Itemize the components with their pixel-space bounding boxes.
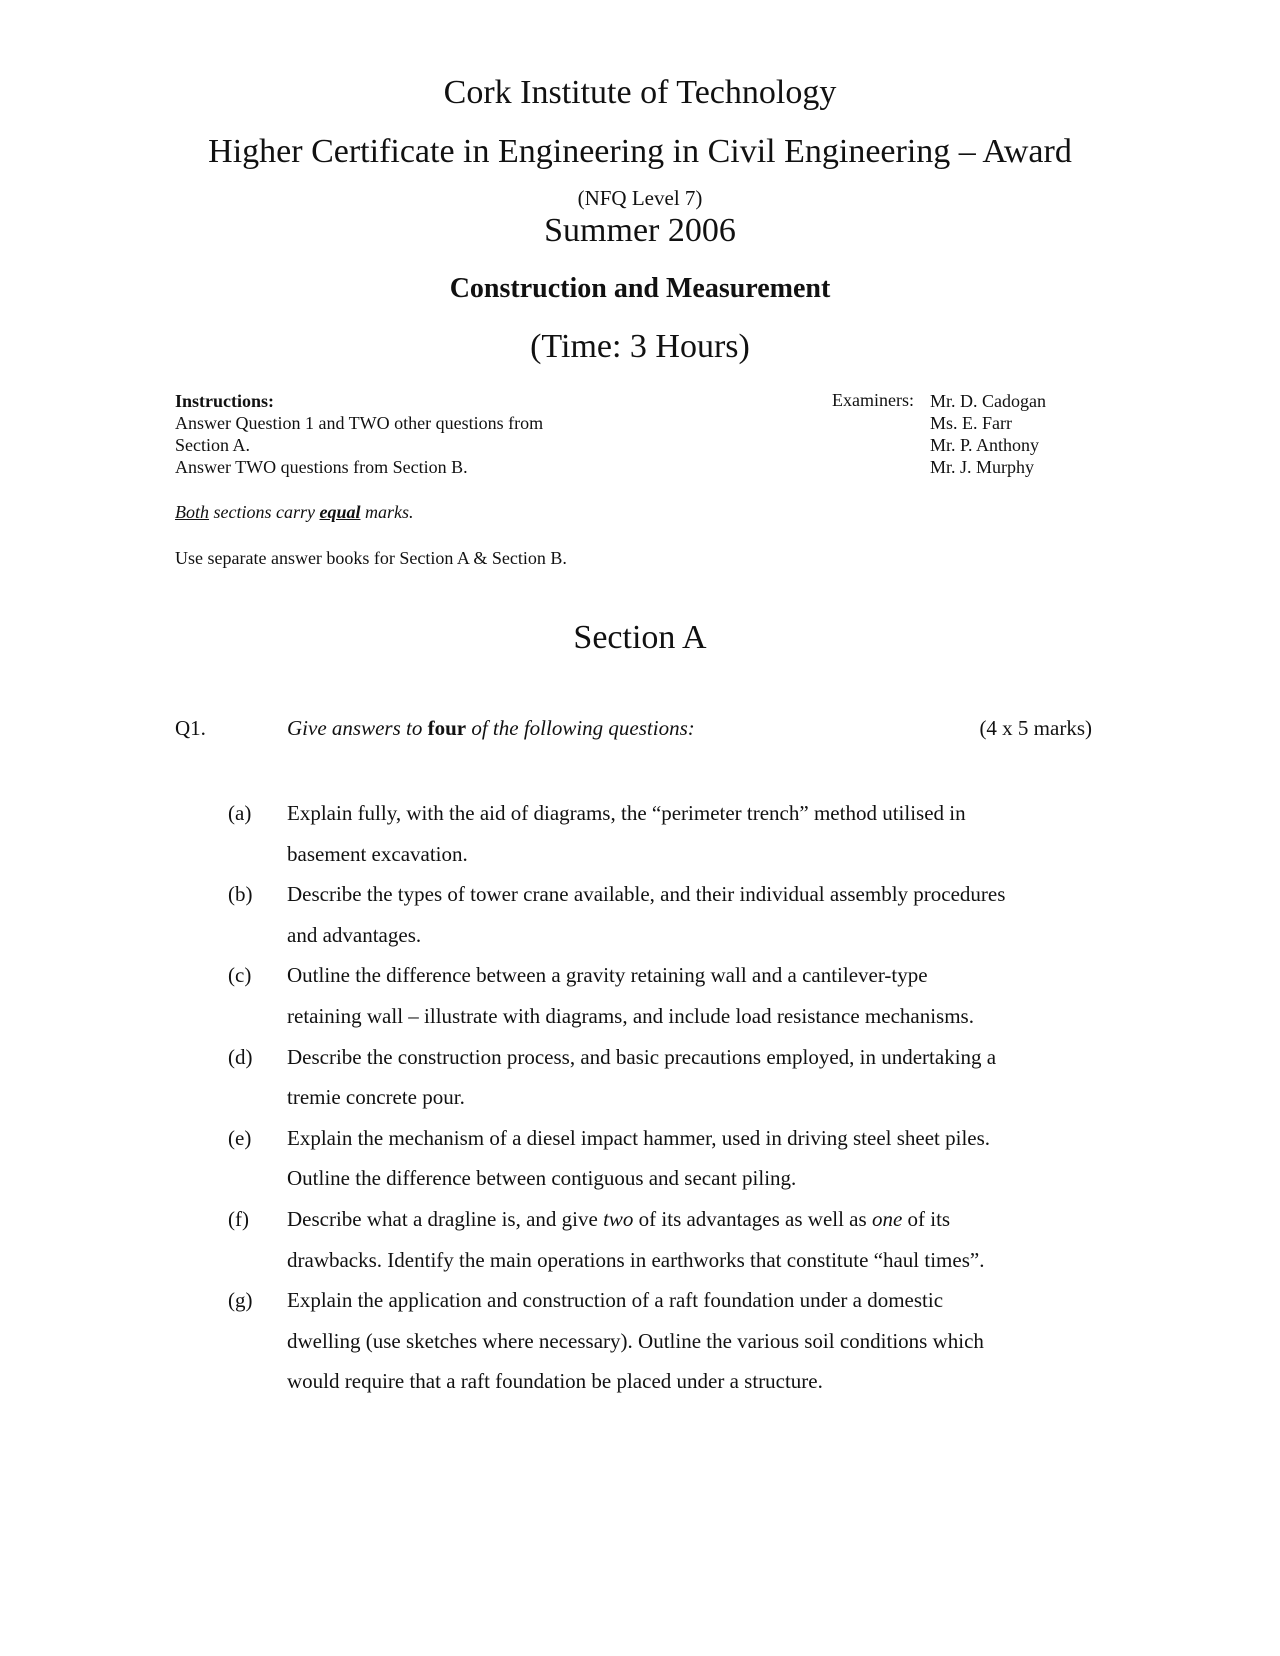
emphasis-one: one [871, 1206, 903, 1231]
examiner-name: Mr. D. Cadogan [930, 391, 1046, 411]
part-line: basement excavation. [287, 841, 468, 866]
part-text [287, 793, 1098, 874]
equal-marks-note [175, 502, 414, 523]
question-part-b [228, 874, 1098, 955]
part-label: (f) [228, 1206, 249, 1231]
institution-title: Cork Institute of Technology [443, 74, 837, 111]
emphasis-two: two [603, 1206, 634, 1231]
question-part-f [228, 1199, 1098, 1280]
instruction-line: Answer TWO questions from Section B. [175, 457, 468, 477]
instruction-line: Section A. [175, 435, 250, 455]
note-equal: equal [319, 502, 361, 522]
section-a-heading: Section A [573, 619, 707, 656]
question-number: Q1. [175, 716, 206, 740]
part-label: (g) [228, 1288, 253, 1313]
part-text [287, 955, 1098, 1036]
question-part-c [228, 955, 1098, 1036]
part-line: would require that a raft foundation be placed under a structure. [287, 1369, 823, 1394]
part-text [287, 1118, 1098, 1199]
nfq-level: (NFQ Level 7) [577, 186, 703, 210]
part-label: (d) [228, 1044, 253, 1069]
instruction-post: of the following questions: [466, 716, 695, 740]
part-line: retaining wall – illustrate with diagrams, and include load resistance mechanisms. [287, 1003, 974, 1028]
part-line [287, 1199, 1098, 1240]
part-label: (e) [228, 1125, 252, 1150]
part-line: Outline the difference between a gravity retaining wall and a cantilever-type [287, 963, 928, 988]
exam-session: Summer 2006 [544, 212, 736, 249]
question-part-e [228, 1118, 1098, 1199]
part-line: Describe the construction process, and basic precautions employed, in undertaking a [287, 1044, 997, 1069]
part-line: Explain the mechanism of a diesel impact hammer, used in driving steel sheet piles. [287, 1125, 991, 1150]
part-line: Explain the application and construction of a raft foundation under a domestic [287, 1288, 944, 1313]
part-line-segment: of its advantages as well as [633, 1206, 872, 1231]
subject-title: Construction and Measurement [449, 273, 831, 304]
instruction-pre: Give answers to [287, 716, 428, 740]
exam-duration: (Time: 3 Hours) [530, 328, 750, 365]
part-line: Outline the difference between contiguous and secant piling. [287, 1166, 797, 1191]
course-title: Higher Certificate in Engineering in Civil Engineering – Award [208, 133, 1072, 170]
part-label: (c) [228, 963, 252, 988]
part-line-segment: of its [902, 1206, 951, 1231]
separate-books-note: Use separate answer books for Section A & Section B. [175, 548, 567, 568]
examiner-name: Mr. J. Murphy [930, 457, 1035, 477]
instructions-heading: Instructions: [175, 391, 275, 411]
instruction-bold: four [427, 716, 467, 740]
note-end: marks. [360, 502, 414, 522]
note-mid: sections carry [209, 502, 320, 522]
part-line: Describe the types of tower crane available, and their individual assembly procedures [287, 882, 1006, 907]
part-label: (a) [228, 801, 252, 825]
examiners-label: Examiners: [832, 390, 914, 410]
question-instruction [287, 716, 695, 741]
part-text [287, 874, 1098, 955]
question-part-g [228, 1280, 1098, 1402]
instruction-line: Answer Question 1 and TWO other questions from [175, 413, 544, 433]
question-part-a [228, 793, 1098, 874]
part-line: dwelling (use sketches where necessary). Outline the various soil conditions which [287, 1328, 984, 1353]
question-parts [228, 793, 1098, 1402]
examiner-name: Mr. P. Anthony [930, 435, 1040, 455]
part-line: Explain fully, with the aid of diagrams, the “perimeter trench” method utilised in [287, 801, 966, 825]
part-line: and advantages. [287, 922, 422, 947]
part-line-segment: Describe what a dragline is, and give [287, 1206, 604, 1231]
instructions-body [175, 412, 543, 478]
note-both: Both [175, 502, 209, 522]
part-text [287, 1037, 1098, 1118]
part-line: tremie concrete pour. [287, 1085, 465, 1110]
part-label: (b) [228, 882, 253, 907]
question-marks: (4 x 5 marks) [979, 716, 1092, 740]
part-text [287, 1280, 1098, 1402]
question-part-d [228, 1037, 1098, 1118]
part-text [287, 1199, 1098, 1280]
examiners-list [930, 390, 1046, 478]
part-line: drawbacks. Identify the main operations in earthworks that constitute “haul times”. [287, 1247, 985, 1272]
examiner-name: Ms. E. Farr [930, 413, 1012, 433]
